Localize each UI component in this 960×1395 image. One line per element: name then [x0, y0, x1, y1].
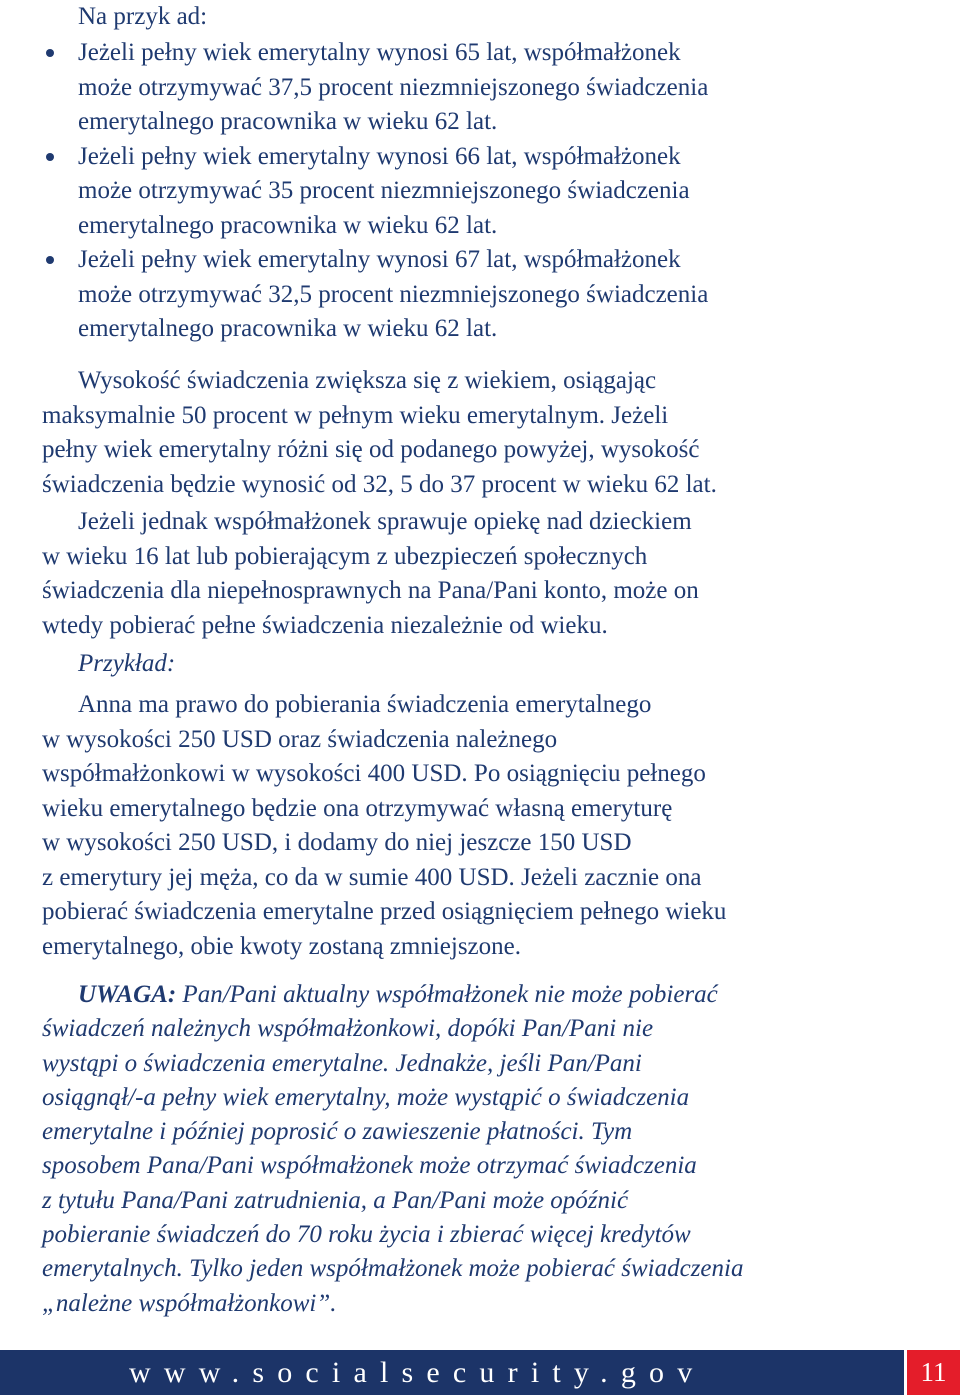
bullet-line: emerytalnego pracownika w wieku 62 lat. [78, 108, 498, 135]
note-label: UWAGA: [78, 981, 177, 1008]
bullet-line: emerytalnego pracownika w wieku 62 lat. [78, 315, 498, 342]
bullet-item [78, 243, 898, 347]
bullet-line: emerytalnego pracownika w wieku 62 lat. [78, 211, 498, 239]
footer-bar [0, 1350, 904, 1395]
bullet-item [78, 140, 898, 244]
page-number: 11 [907, 1350, 960, 1395]
note-paragraph: UWAGA: Pan/Pani aktualny współmałżonek nie może pobierać świadczeń należnych współmałżonkowi, dopóki Pan/Pani nie wystąpi o świadczenia emerytalne. Jednakże, jeśli Pan/Pani osiągnął/-a pełny wiek emerytalny, może wystąpić o świadczenia emerytalne i później poprosić o zawieszenie płatności. Tym sposobem Pana/Pani współmałżonek może otrzymać świadczenia z tytułu Pana/Pani zatrudnienia, a Pan/Pani może opóźnić pobieranie świadczeń do 70 roku życia i zbierać więcej kredytów emerytalnych. Tylko jeden współmałżonek może pobierać świadczenia „należne współmałżonkowi”. [42, 981, 744, 1317]
child-care-paragraph: Jeżeli jednak współmałżonek sprawuje opiekę nad dzieckiem w wieku 16 lat lub pobierającym z ubezpieczeń społecznych świadczenia dla niepełnosprawnych na Pana/Pani konto, może on wtedy pobierać pełne świadczenia niezależnie od wieku. [42, 508, 699, 639]
bullet-line: Jeżeli pełny wiek emerytalny wynosi 65 lat, współmałżonek [78, 39, 681, 66]
benefit-level-paragraph: Wysokość świadczenia zwiększa się z wiekiem, osiągając maksymalnie 50 procent w pełnym wieku emerytalnym. Jeżeli pełny wiek emerytalny różni się od podanego powyżej, wysokość świadczenia będzie wynosić od 32, 5 do 37 procent w wieku 62 lat. [42, 367, 717, 498]
bullet-line: Jeżeli pełny wiek emerytalny wynosi 66 lat, współmałżonek [78, 142, 681, 170]
example-bullet-list [78, 36, 898, 347]
bullet-dot-icon [46, 256, 54, 264]
bullet-item [78, 36, 898, 140]
bullet-line: może otrzymywać 32,5 procent niezmniejszonego świadczenia [78, 280, 709, 308]
page-footer [0, 1350, 960, 1395]
bullet-line: Jeżeli pełny wiek emerytalny wynosi 67 lat, współmałżonek [78, 246, 681, 273]
example-paragraph: Anna ma prawo do pobierania świadczenia emerytalnego w wysokości 250 USD oraz świadczenia należnego współmałżonkowi w wysokości 400 USD. Po osiągnięciu pełnego wieku emerytalnego będzie ona otrzymywać własną emeryturę w wysokości 250 USD, i dodamy do niej jeszcze 150 USD z emerytury jej męża, co da w sumie 400 USD. Jeżeli zacznie ona pobierać świadczenia emerytalne przed osiągnięciem pełnego wieku emerytalnego, obie kwoty zostaną zmniejszone. [42, 691, 727, 960]
intro-text: Na przyk ad: [78, 3, 208, 30]
bullet-line: może otrzymywać 35 procent niezmniejszonego świadczenia [78, 177, 690, 204]
bullet-dot-icon [46, 49, 54, 57]
website-url-link[interactable]: www.socialsecurity.gov [129, 1356, 706, 1389]
bullet-dot-icon [46, 153, 54, 161]
bullet-line: może otrzymywać 37,5 procent niezmniejszonego świadczenia [78, 73, 709, 101]
example-heading: Przykład: [78, 650, 176, 677]
